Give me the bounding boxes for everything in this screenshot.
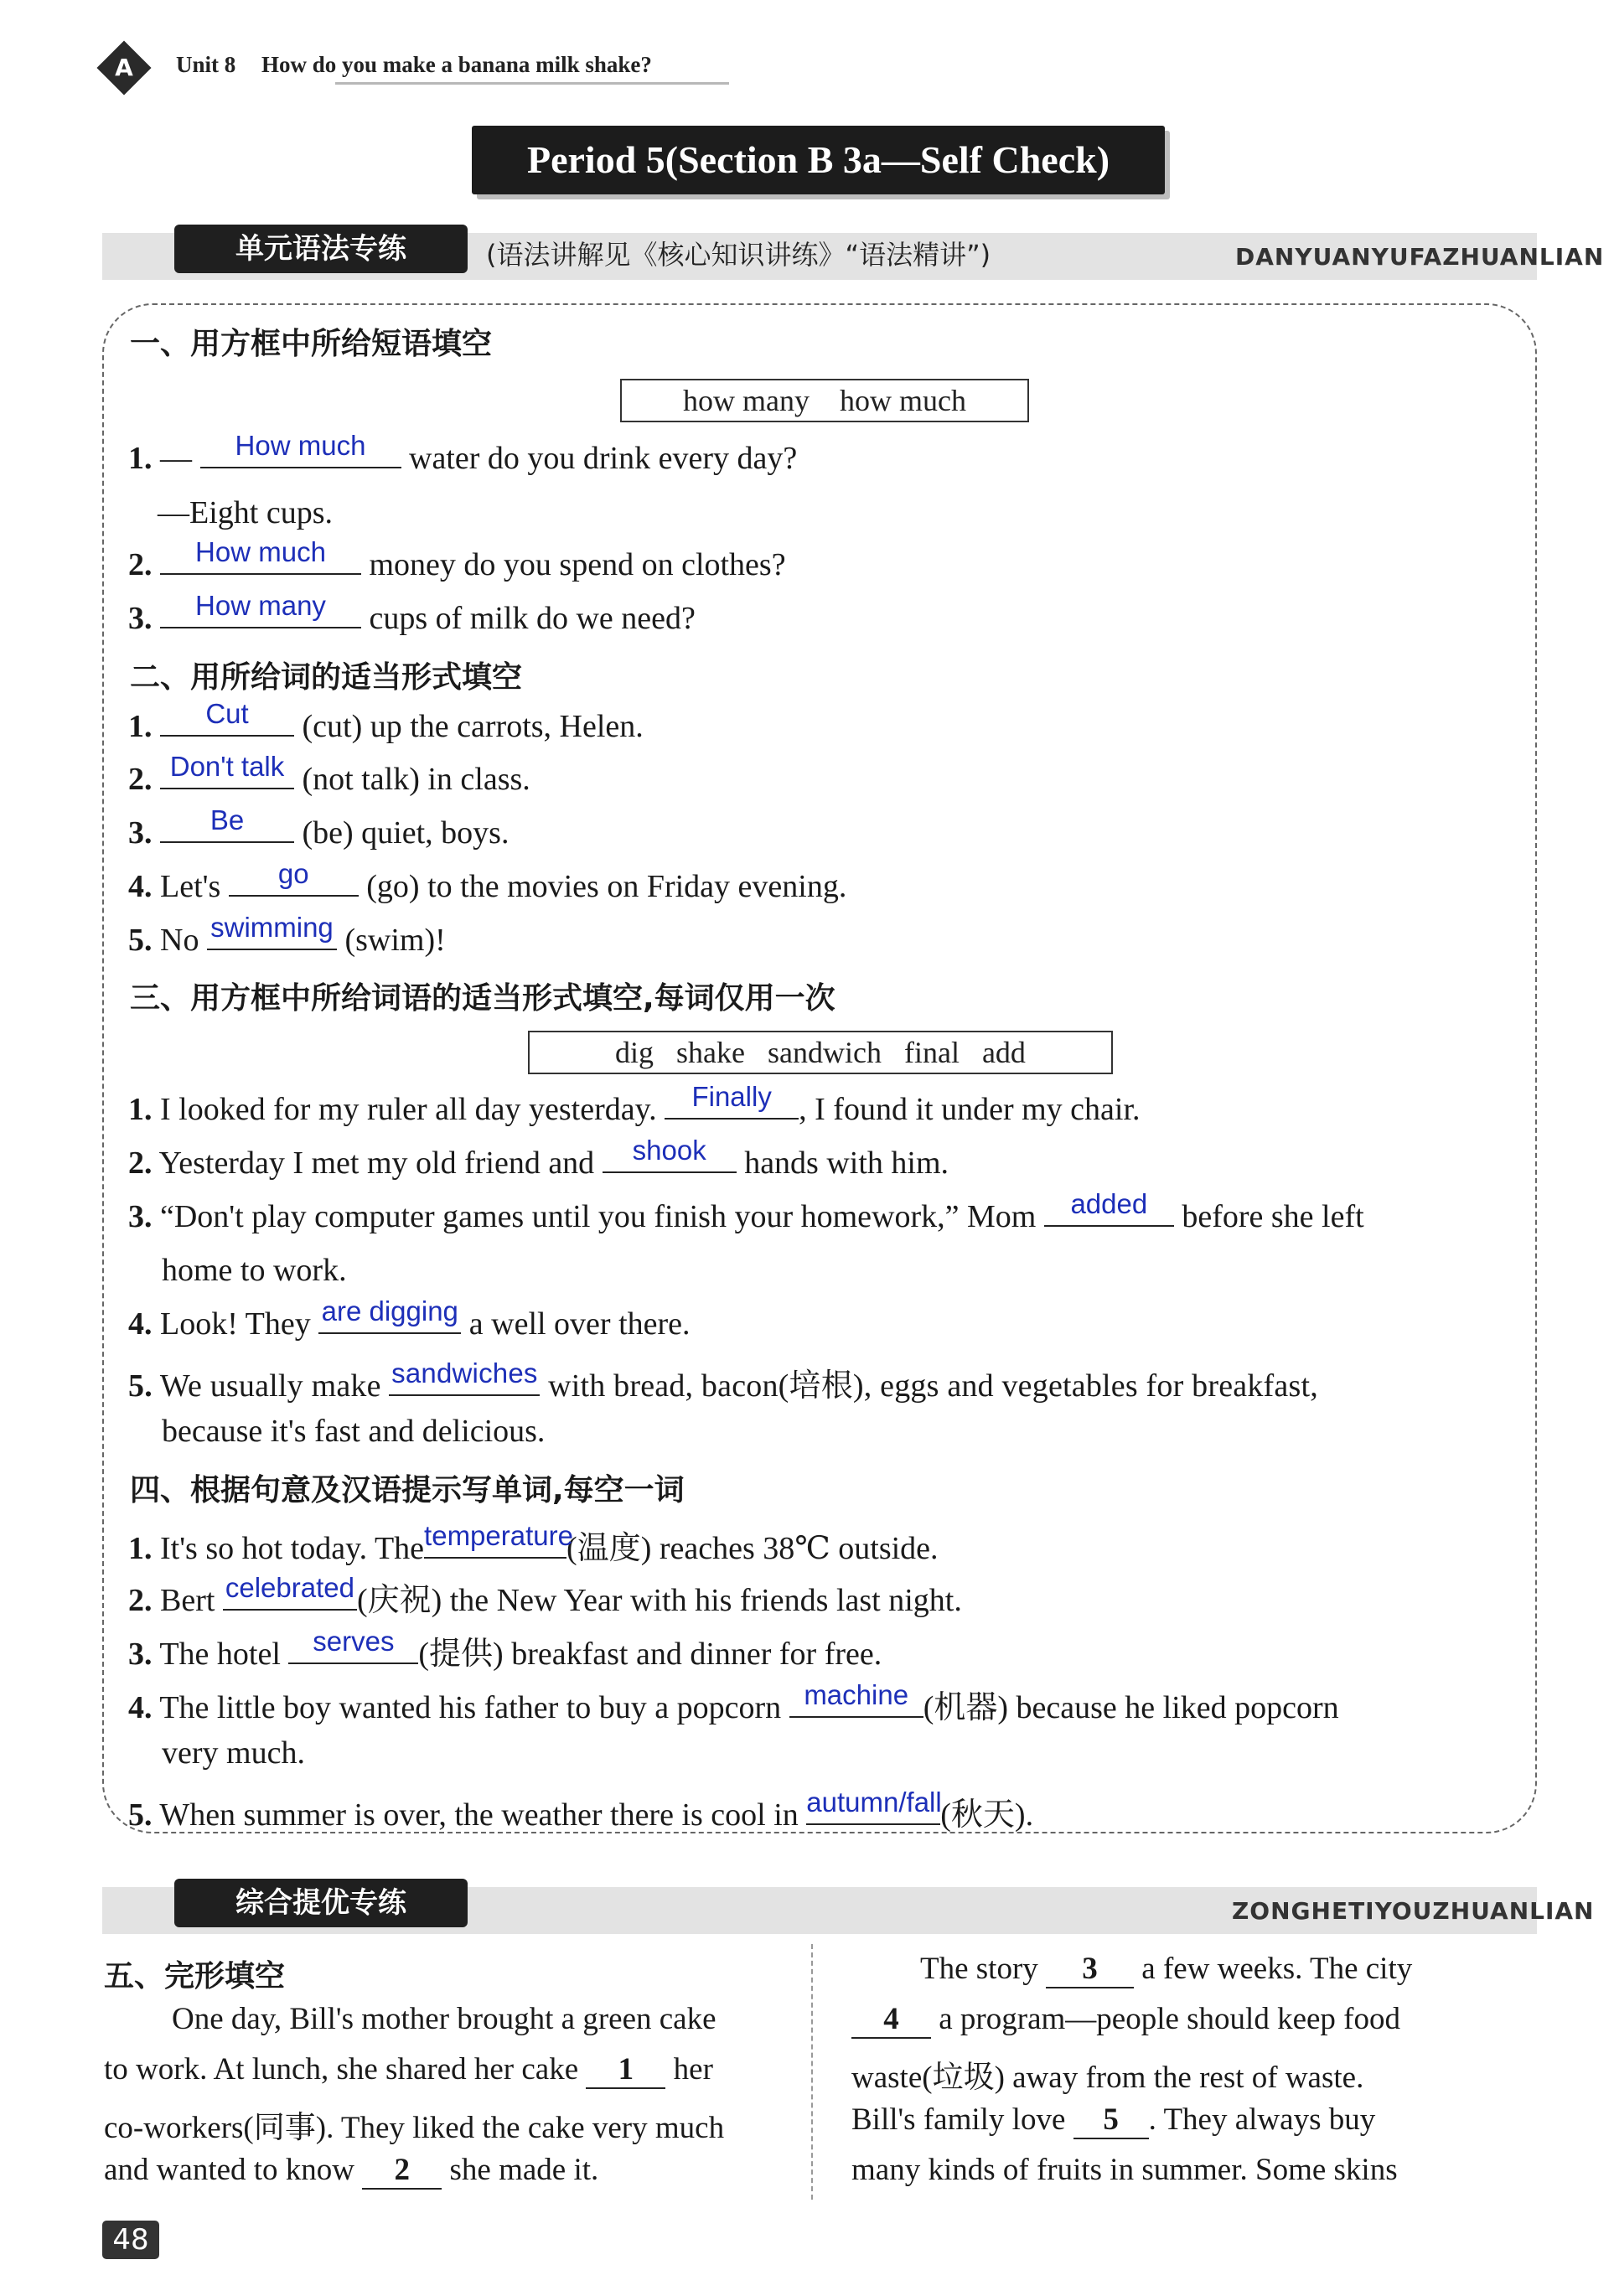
answer-blank[interactable] [160, 698, 294, 737]
question-text: I looked for my ruler all day yesterday. [160, 1092, 657, 1127]
part4-heading: 四、根据句意及汉语提示写单词,每空一词 [130, 1473, 685, 1507]
cloze-left-line2 [104, 2051, 713, 2089]
cloze-blank[interactable]: 2 [362, 2152, 442, 2190]
cloze-right-line5: many kinds of fruits in summer. Some skins [851, 2153, 1398, 2187]
handwritten-answer: added [1070, 1188, 1148, 1219]
question-number: 4. [128, 869, 153, 904]
question-number: 1. [128, 1531, 153, 1566]
question-text: hands with him. [744, 1145, 949, 1181]
handwritten-answer: Cut [205, 698, 249, 729]
question-text: “Don't play computer games until you finish your homework,” Mom [160, 1199, 1037, 1234]
cloze-left-line4 [104, 2152, 598, 2190]
page-number: 48 [102, 2221, 159, 2259]
question-number: 5. [128, 923, 153, 958]
part3-q2 [128, 1135, 949, 1182]
question-text: before she left [1182, 1199, 1364, 1234]
unit-number: Unit 8 [176, 52, 236, 77]
part1-q1 [128, 430, 798, 477]
handwritten-answer: How much [195, 536, 326, 567]
part4-q5 [128, 1788, 1033, 1834]
part5-heading: 五、完形填空 [104, 1959, 286, 1993]
section-pinyin-grammar: DANYUANYUFAZHUANLIAN [1235, 243, 1605, 271]
handwritten-answer: temperature [424, 1520, 573, 1551]
question-text: Yesterday I met my old friend and [158, 1145, 595, 1181]
question-text: with bread, bacon(培根), eggs and vegetables for breakfast, [548, 1368, 1318, 1404]
question-text: , I found it under my chair. [799, 1092, 1141, 1127]
part2-q5 [128, 912, 446, 959]
handwritten-answer: Be [210, 804, 245, 835]
part2-heading: 二、用所给词的适当形式填空 [130, 660, 523, 695]
part3-q5 [128, 1359, 1318, 1405]
part3-q5-cont: because it's fast and delicious. [162, 1414, 546, 1449]
cloze-text: Bill's family love [851, 2102, 1066, 2137]
part4-q2 [128, 1574, 962, 1620]
cloze-text: her [673, 2052, 713, 2087]
question-text: We usually make [159, 1368, 381, 1404]
part1-q3 [128, 590, 696, 637]
column-divider [811, 1944, 813, 2200]
part3-heading: 三、用方框中所给词语的适当形式填空,每词仅用一次 [130, 981, 835, 1016]
question-number: 5. [128, 1368, 153, 1404]
handwritten-answer: are digging [321, 1295, 458, 1326]
part3-q3-cont: home to work. [162, 1253, 347, 1288]
unit-title: How do you make a banana milk shake? [261, 52, 652, 77]
part1-heading: 一、用方框中所给短语填空 [130, 327, 493, 361]
answer-blank[interactable] [1044, 1188, 1174, 1227]
question-text: (not talk) in class. [302, 762, 530, 797]
question-text: (go) to the movies on Friday evening. [366, 869, 847, 904]
cloze-text: a program—people should keep food [939, 2002, 1400, 2036]
handwritten-answer: machine [804, 1679, 909, 1710]
answer-blank[interactable] [160, 804, 294, 843]
cloze-text: . They always buy [1148, 2102, 1376, 2137]
answer-blank[interactable] [665, 1081, 799, 1120]
question-text: cups of milk do we need? [369, 601, 696, 636]
question-text: (庆祝) the New Year with his friends last night. [356, 1583, 962, 1618]
question-number: 1. [128, 1092, 153, 1127]
question-text: (温度) reaches 38℃ outside. [566, 1531, 939, 1566]
question-text: money do you spend on clothes? [369, 547, 786, 582]
answer-blank[interactable] [160, 751, 294, 789]
question-number: 1. [128, 709, 153, 744]
cloze-blank[interactable]: 4 [851, 2001, 931, 2039]
question-text: (cut) up the carrots, Helen. [302, 709, 644, 744]
unit-header [176, 52, 652, 78]
cloze-blank[interactable]: 1 [586, 2051, 665, 2089]
handwritten-answer: Don't talk [169, 751, 285, 782]
section-note-grammar: (语法讲解见《核心知识讲练》“语法精讲”) [486, 239, 991, 271]
unit-badge-letter: A [115, 54, 133, 81]
question-text: The hotel [159, 1637, 281, 1672]
question-text: (机器) because he liked popcorn [923, 1690, 1339, 1725]
question-number: 4. [128, 1306, 153, 1342]
period-title: Period 5(Section B 3a—Self Check) [472, 126, 1165, 194]
part3-q3 [128, 1188, 1364, 1235]
answer-blank[interactable] [160, 536, 361, 575]
handwritten-answer: celebrated [225, 1572, 354, 1603]
question-text: Look! They [160, 1306, 311, 1342]
question-text: — [160, 441, 192, 476]
part3-q1 [128, 1081, 1141, 1128]
cloze-text: a few weeks. The city [1141, 1952, 1413, 1986]
question-number: 3. [128, 1199, 153, 1234]
cloze-right-line1 [920, 1951, 1412, 1988]
answer-blank[interactable] [318, 1295, 461, 1334]
handwritten-answer: autumn/fall [806, 1787, 942, 1818]
cloze-right-line3: waste(垃圾) away from the rest of waste. [851, 2061, 1364, 2095]
answer-blank[interactable] [806, 1787, 942, 1825]
question-number: 4. [128, 1690, 153, 1725]
handwritten-answer: How much [235, 430, 366, 461]
question-text: a well over there. [468, 1306, 691, 1342]
handwritten-answer: sandwiches [391, 1357, 538, 1388]
cloze-text: The story [920, 1952, 1038, 1986]
answer-blank[interactable] [288, 1626, 418, 1664]
question-text: (秋天). [940, 1797, 1034, 1833]
question-text: Bert [160, 1583, 215, 1618]
question-number: 3. [128, 1637, 153, 1672]
section-label-comprehensive: 综合提优专练 [174, 1879, 468, 1927]
answer-blank[interactable] [200, 430, 401, 468]
answer-blank[interactable] [424, 1520, 573, 1559]
question-number: 1. [128, 441, 153, 476]
question-text: water do you drink every day? [409, 441, 798, 476]
question-number: 3. [128, 601, 153, 636]
question-text: When summer is over, the weather there is cool in [159, 1797, 799, 1833]
question-text: It's so hot today. The [160, 1531, 425, 1566]
handwritten-answer: swimming [210, 912, 334, 943]
header-divider [335, 82, 729, 85]
section-label-grammar: 单元语法专练 [174, 225, 468, 273]
part4-q1 [128, 1522, 939, 1568]
question-text: (be) quiet, boys. [302, 815, 510, 851]
answer-blank[interactable] [389, 1357, 540, 1396]
part4-q4-cont: very much. [162, 1735, 305, 1771]
answer-blank[interactable] [603, 1135, 737, 1173]
part2-q2 [128, 751, 530, 798]
cloze-text: to work. At lunch, she shared her cake [104, 2052, 579, 2087]
cloze-left-line3: co-workers(同事). They liked the cake very much [104, 2111, 725, 2145]
question-text: (提供) breakfast and dinner for free. [418, 1637, 882, 1672]
handwritten-answer: How many [195, 590, 326, 621]
cloze-blank[interactable]: 5 [1073, 2102, 1149, 2139]
part1-q2 [128, 536, 786, 583]
part3-word-box: dig shake sandwich final add [528, 1031, 1113, 1074]
question-number: 2. [128, 547, 153, 582]
answer-blank[interactable] [223, 1572, 357, 1611]
question-text: No [160, 923, 199, 958]
handwritten-answer: go [277, 858, 309, 889]
cloze-left-line1: One day, Bill's mother brought a green cake [172, 2002, 716, 2036]
answer-blank[interactable] [160, 590, 361, 628]
cloze-blank[interactable]: 3 [1046, 1951, 1134, 1988]
answer-blank[interactable] [789, 1679, 923, 1718]
question-number: 5. [128, 1797, 153, 1833]
question-number: 2. [128, 762, 153, 797]
handwritten-answer: shook [632, 1135, 706, 1166]
question-text: Let's [160, 869, 221, 904]
question-number: 3. [128, 815, 153, 851]
question-text: The little boy wanted his father to buy a popcorn [159, 1690, 782, 1725]
question-number: 2. [128, 1145, 153, 1181]
cloze-right-line2 [851, 2001, 1400, 2039]
answer-blank[interactable] [207, 912, 337, 950]
question-number: 2. [128, 1583, 153, 1618]
part4-q4 [128, 1681, 1339, 1727]
cloze-right-line4 [851, 2102, 1375, 2139]
answer-blank[interactable] [229, 858, 359, 897]
part1-word-box: how many how much [620, 379, 1029, 422]
part4-q3 [128, 1627, 882, 1673]
part3-q4 [128, 1295, 691, 1342]
part2-q3 [128, 804, 510, 851]
handwritten-answer: serves [313, 1626, 395, 1657]
handwritten-answer: Finally [691, 1081, 772, 1112]
question-text: (swim)! [344, 923, 446, 958]
part1-q1-reply: —Eight cups. [158, 495, 333, 530]
part2-q4 [128, 858, 847, 905]
part2-q1 [128, 698, 644, 745]
cloze-text: she made it. [449, 2153, 599, 2187]
cloze-text: and wanted to know [104, 2153, 355, 2187]
section-pinyin-comprehensive: ZONGHETIYOUZHUANLIAN [1232, 1897, 1595, 1925]
